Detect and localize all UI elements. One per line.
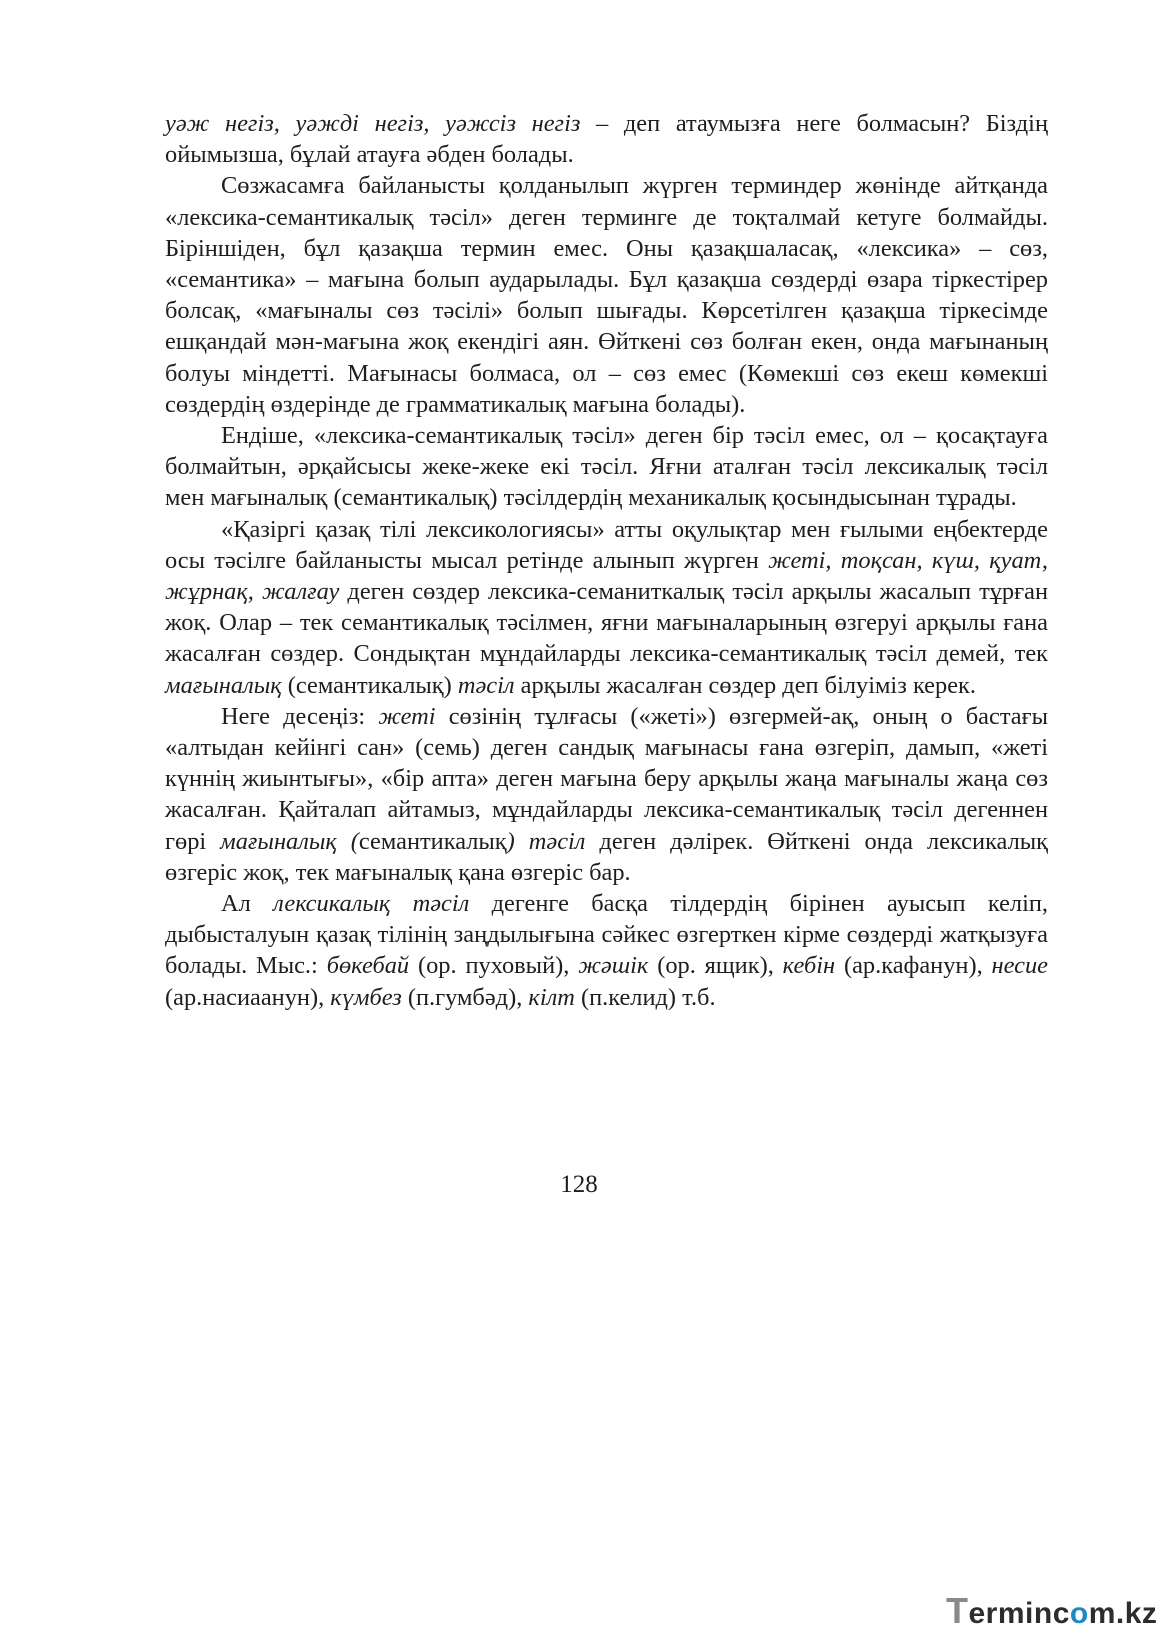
text-run: (п.келид) т.б. — [574, 983, 716, 1011]
text-run: (п.гумбәд), — [401, 983, 529, 1011]
text-run: (семантикалық) — [281, 671, 458, 699]
watermark-letter-t: T — [946, 1590, 969, 1631]
body-text — [165, 108, 1048, 1013]
text-run: Неге десеңіз: — [221, 702, 379, 730]
text-run: арқылы жасалған сөздер деп білуіміз керек. — [514, 671, 976, 699]
paragraph — [165, 888, 1048, 1013]
paragraph — [165, 108, 1048, 170]
italic-term: күмбез — [330, 983, 402, 1011]
italic-term: тәсіл — [457, 671, 515, 699]
italic-term: бөкебай — [326, 952, 410, 980]
text-run: Ендіше, «лексика-семантикалық тәсіл» деген бір тәсіл емес, ол – қосақтауға болмайтын, әрқайсысы жеке-жеке екі тәсіл. Яғни аталған тәсіл лексикалық тәсіл мен мағыналық (семантикалық) тәсілдердің механикалық қосындысынан тұрады. — [165, 422, 1048, 512]
paragraph — [165, 170, 1048, 420]
text-run: деген сөздер лексика-семаниткалық тәсіл арқылы жасалып тұрған жоқ. Олар – тек семантикалық тәсілмен, яғни мағыналарының өзгеруі арқылы ғана жасалған сөздер. Сондықтан мұндайларды лексика-семантикалық тәсіл демей, тек — [165, 578, 1048, 668]
paragraph — [165, 514, 1048, 701]
italic-term: жеті — [378, 702, 436, 730]
watermark-text-mid: erminc — [968, 1597, 1070, 1630]
text-run: (ар.насиаанун), — [165, 983, 331, 1011]
text-run: (ор. ящик), — [648, 952, 783, 980]
text-run: Сөзжасамға байланысты қолданылып жүрген терминдер жөнінде айтқанда «лексика-семантикалық тәсіл» деген терминге де тоқталмай кетуге болмайды. Біріншіден, бұл қазақша термин емес. Оны қазақшаласақ, «лексика» – сөз, «семантика» – мағына болып аударылады. Бұл қазақша сөздерді өзара тіркестірер болсақ, «мағыналы сөз тәсілі» болып шығады. Көрсетілген қазақша тіркесімде ешқандай мән-мағына жоқ екендігі аян. Өйткені сөз болған екен, онда мағынаның болуы міндетті. Мағынасы болмаса, ол – сөз емес (Көмекші сөз екеш көмекші сөздердің өздерінде де грамматикалық мағына болады). — [165, 172, 1048, 418]
italic-term: кебін — [782, 952, 836, 980]
text-run: семантикалық — [358, 827, 507, 855]
italic-term: жеті, тоқсан, күш, қуат, жұрнақ, жалғау — [165, 546, 1048, 606]
magnifier-icon: o — [1069, 1597, 1089, 1630]
text-run: (ар.кафанун), — [835, 952, 992, 980]
italic-term: мағыналық ( — [220, 827, 359, 855]
italic-term: лексикалық тәсіл — [273, 890, 470, 918]
text-run: «Қазіргі қазақ тілі лексикологиясы» атты оқулықтар мен ғылыми еңбектерде осы тәсілге байланысты мысал ретінде алынып жүрген — [165, 515, 1048, 574]
italic-term: ) тәсіл — [506, 827, 586, 855]
text-run: – деп атаумызға неге болмасын? Біздің ойымызша, бұлай атауға әбден болады. — [165, 110, 1048, 169]
text-run: дегенге басқа тілдердің бірінен ауысып келіп, дыбысталуын қазақ тілінің заңдылығына сәйкес өзгерткен кірме сөздерді жатқызуға болады. Мыс.: — [165, 890, 1048, 980]
page-number: 128 — [560, 1171, 598, 1198]
italic-term: уәж негіз, уәжді негіз, уәжсіз негіз — [165, 110, 581, 137]
italic-term: жәшік — [578, 952, 649, 980]
text-run: (ор. пуховый), — [409, 952, 579, 980]
terminkom-watermark-logo — [946, 1590, 1158, 1631]
italic-term: мағыналық — [165, 671, 282, 699]
italic-term: несие — [991, 952, 1048, 980]
watermark-text-end: m.kz — [1088, 1597, 1158, 1630]
paragraph — [165, 701, 1048, 888]
text-run: сөзінің тұлғасы («жеті») өзгермей-ақ, оның о бастағы «алтыдан кейінгі сан» (семь) деген сандық мағынасы ғана өзгеріп, дамып, «жеті күннің жиынтығы», «бір апта» деген мағына беру арқылы жаңа мағыналы жаңа сөз жасалған. Қайталап айтамыз, мұндайларды лексика-семантикалық тәсіл дегеннен гөрі — [165, 702, 1048, 855]
text-run: деген дәлірек. Өйткені онда лексикалық өзгеріс жоқ, тек мағыналық қана өзгеріс бар. — [165, 827, 1048, 886]
text-run: Ал — [221, 890, 274, 918]
paragraph — [165, 420, 1048, 514]
italic-term: кілт — [528, 983, 575, 1011]
